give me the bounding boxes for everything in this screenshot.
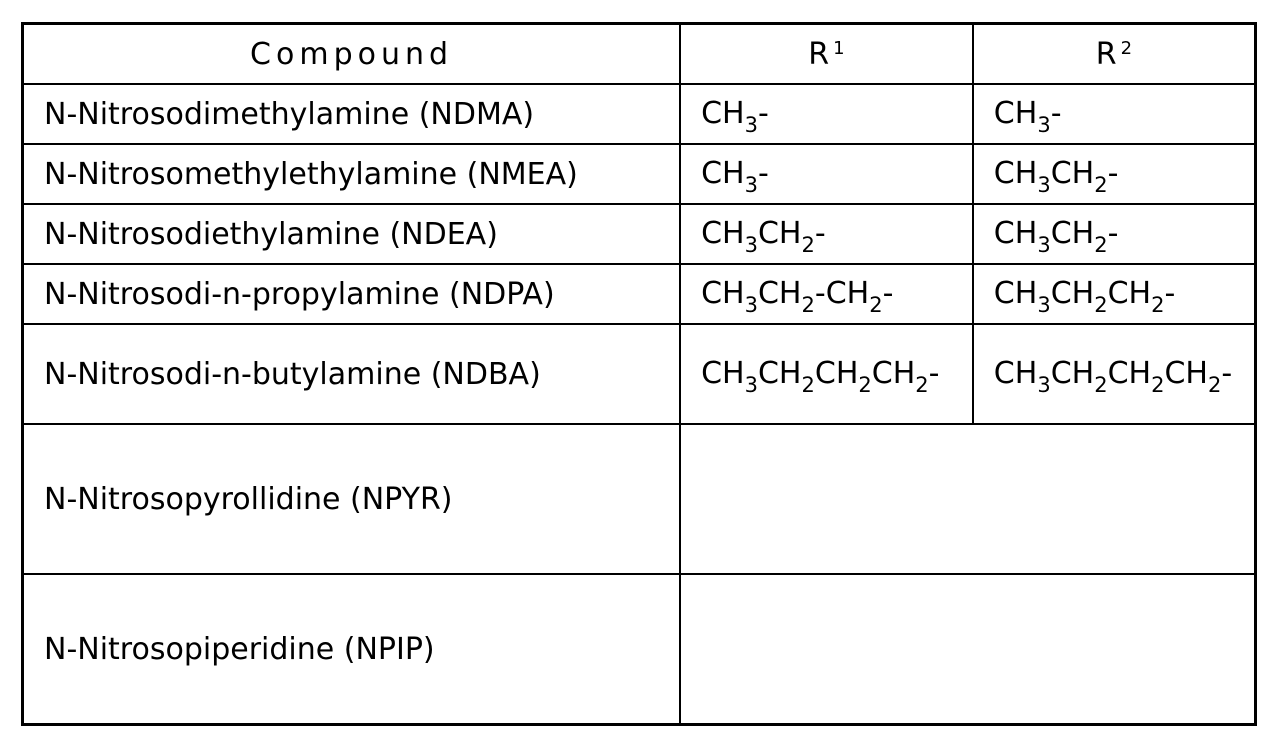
formula-subscript: 2 [915, 373, 929, 397]
formula-subscript: 3 [1037, 113, 1051, 137]
r1-formula [680, 84, 973, 144]
formula-text: CH [1050, 156, 1095, 191]
header-r1 [680, 24, 973, 85]
formula-text: - [882, 276, 894, 311]
compound-name: N-Nitrosopiperidine (NPIP) [23, 574, 681, 725]
compound-name: N-Nitrosopyrollidine (NPYR) [23, 424, 681, 574]
r1-formula [680, 144, 973, 204]
formula-text: - [1050, 96, 1062, 131]
formula-subscript: 2 [801, 373, 815, 397]
formula-subscript: 3 [744, 293, 758, 317]
formula-subscript: 2 [869, 293, 883, 317]
formula-text: CH [701, 216, 745, 251]
formula-text: CH [1050, 216, 1095, 251]
formula-subscript: 2 [801, 233, 815, 257]
structure-cell [680, 424, 1255, 574]
table-row [23, 324, 1256, 424]
formula-text: - [757, 156, 769, 191]
formula-text: CH [701, 96, 745, 131]
compound-name: N-Nitrosomethylethylamine (NMEA) [23, 144, 681, 204]
compound-table [21, 22, 1257, 726]
formula-text: - [1221, 356, 1233, 391]
formula-text: CH [701, 156, 745, 191]
r2-formula [973, 84, 1256, 144]
formula-subscript: 3 [744, 173, 758, 197]
formula-subscript: 2 [1094, 233, 1108, 257]
r2-formula [973, 144, 1256, 204]
r2-formula [973, 264, 1256, 324]
formula-subscript: 2 [1151, 373, 1165, 397]
r2-formula [973, 204, 1256, 264]
formula-text: CH [1050, 356, 1095, 391]
formula-text: CH [1107, 276, 1152, 311]
formula-text: CH [1107, 356, 1152, 391]
formula-subscript: 3 [744, 233, 758, 257]
formula-subscript: 3 [1037, 173, 1051, 197]
formula-subscript: 2 [801, 293, 815, 317]
formula-text: CH [757, 216, 802, 251]
formula-subscript: 3 [744, 113, 758, 137]
header-r2-letter: R [1095, 36, 1117, 72]
formula-subscript: 2 [1094, 373, 1108, 397]
formula-text: CH [757, 276, 802, 311]
formula-text: - [928, 356, 940, 391]
header-r2-superscript: 2 [1120, 37, 1133, 59]
header-compound: Compound [23, 24, 681, 85]
formula-text: - [814, 216, 826, 251]
formula-text: CH [993, 156, 1038, 191]
structure-cell [680, 574, 1255, 725]
table-row [23, 574, 1256, 725]
formula-text: CH [871, 356, 916, 391]
formula-subscript: 2 [1151, 293, 1165, 317]
formula-text: - [1107, 216, 1119, 251]
formula-text: -CH [814, 276, 870, 311]
header-r1-letter: R [808, 36, 830, 72]
formula-subscript: 3 [744, 373, 758, 397]
formula-subscript: 2 [1094, 173, 1108, 197]
formula-text: CH [814, 356, 859, 391]
table-row [23, 144, 1256, 204]
table-row [23, 84, 1256, 144]
r2-formula [973, 324, 1256, 424]
r1-formula [680, 264, 973, 324]
header-r1-superscript: 1 [833, 37, 845, 59]
r1-formula [680, 324, 973, 424]
compound-name: N-Nitrosodi-n-butylamine (NDBA) [23, 324, 681, 424]
formula-subscript: 3 [1037, 373, 1051, 397]
header-row [23, 24, 1256, 85]
formula-text: - [757, 96, 769, 131]
formula-subscript: 3 [1037, 233, 1051, 257]
formula-subscript: 3 [1037, 293, 1051, 317]
formula-text: CH [757, 356, 802, 391]
header-r2 [973, 24, 1256, 85]
formula-text: CH [701, 356, 745, 391]
formula-subscript: 2 [858, 373, 872, 397]
formula-text: CH [993, 356, 1038, 391]
r1-formula [680, 204, 973, 264]
table-row [23, 424, 1256, 574]
compound-name: N-Nitrosodi-n-propylamine (NDPA) [23, 264, 681, 324]
formula-subscript: 2 [1094, 293, 1108, 317]
table-row [23, 204, 1256, 264]
table-row [23, 264, 1256, 324]
compound-name: N-Nitrosodiethylamine (NDEA) [23, 204, 681, 264]
formula-text: CH [993, 216, 1038, 251]
formula-text: - [1164, 276, 1176, 311]
formula-text: CH [993, 96, 1038, 131]
formula-subscript: 2 [1207, 373, 1222, 397]
formula-text: - [1107, 156, 1119, 191]
formula-text: CH [993, 276, 1038, 311]
formula-text: CH [701, 276, 745, 311]
compound-name: N-Nitrosodimethylamine (NDMA) [23, 84, 681, 144]
formula-text: CH [1050, 276, 1095, 311]
formula-text: CH [1164, 356, 1208, 391]
